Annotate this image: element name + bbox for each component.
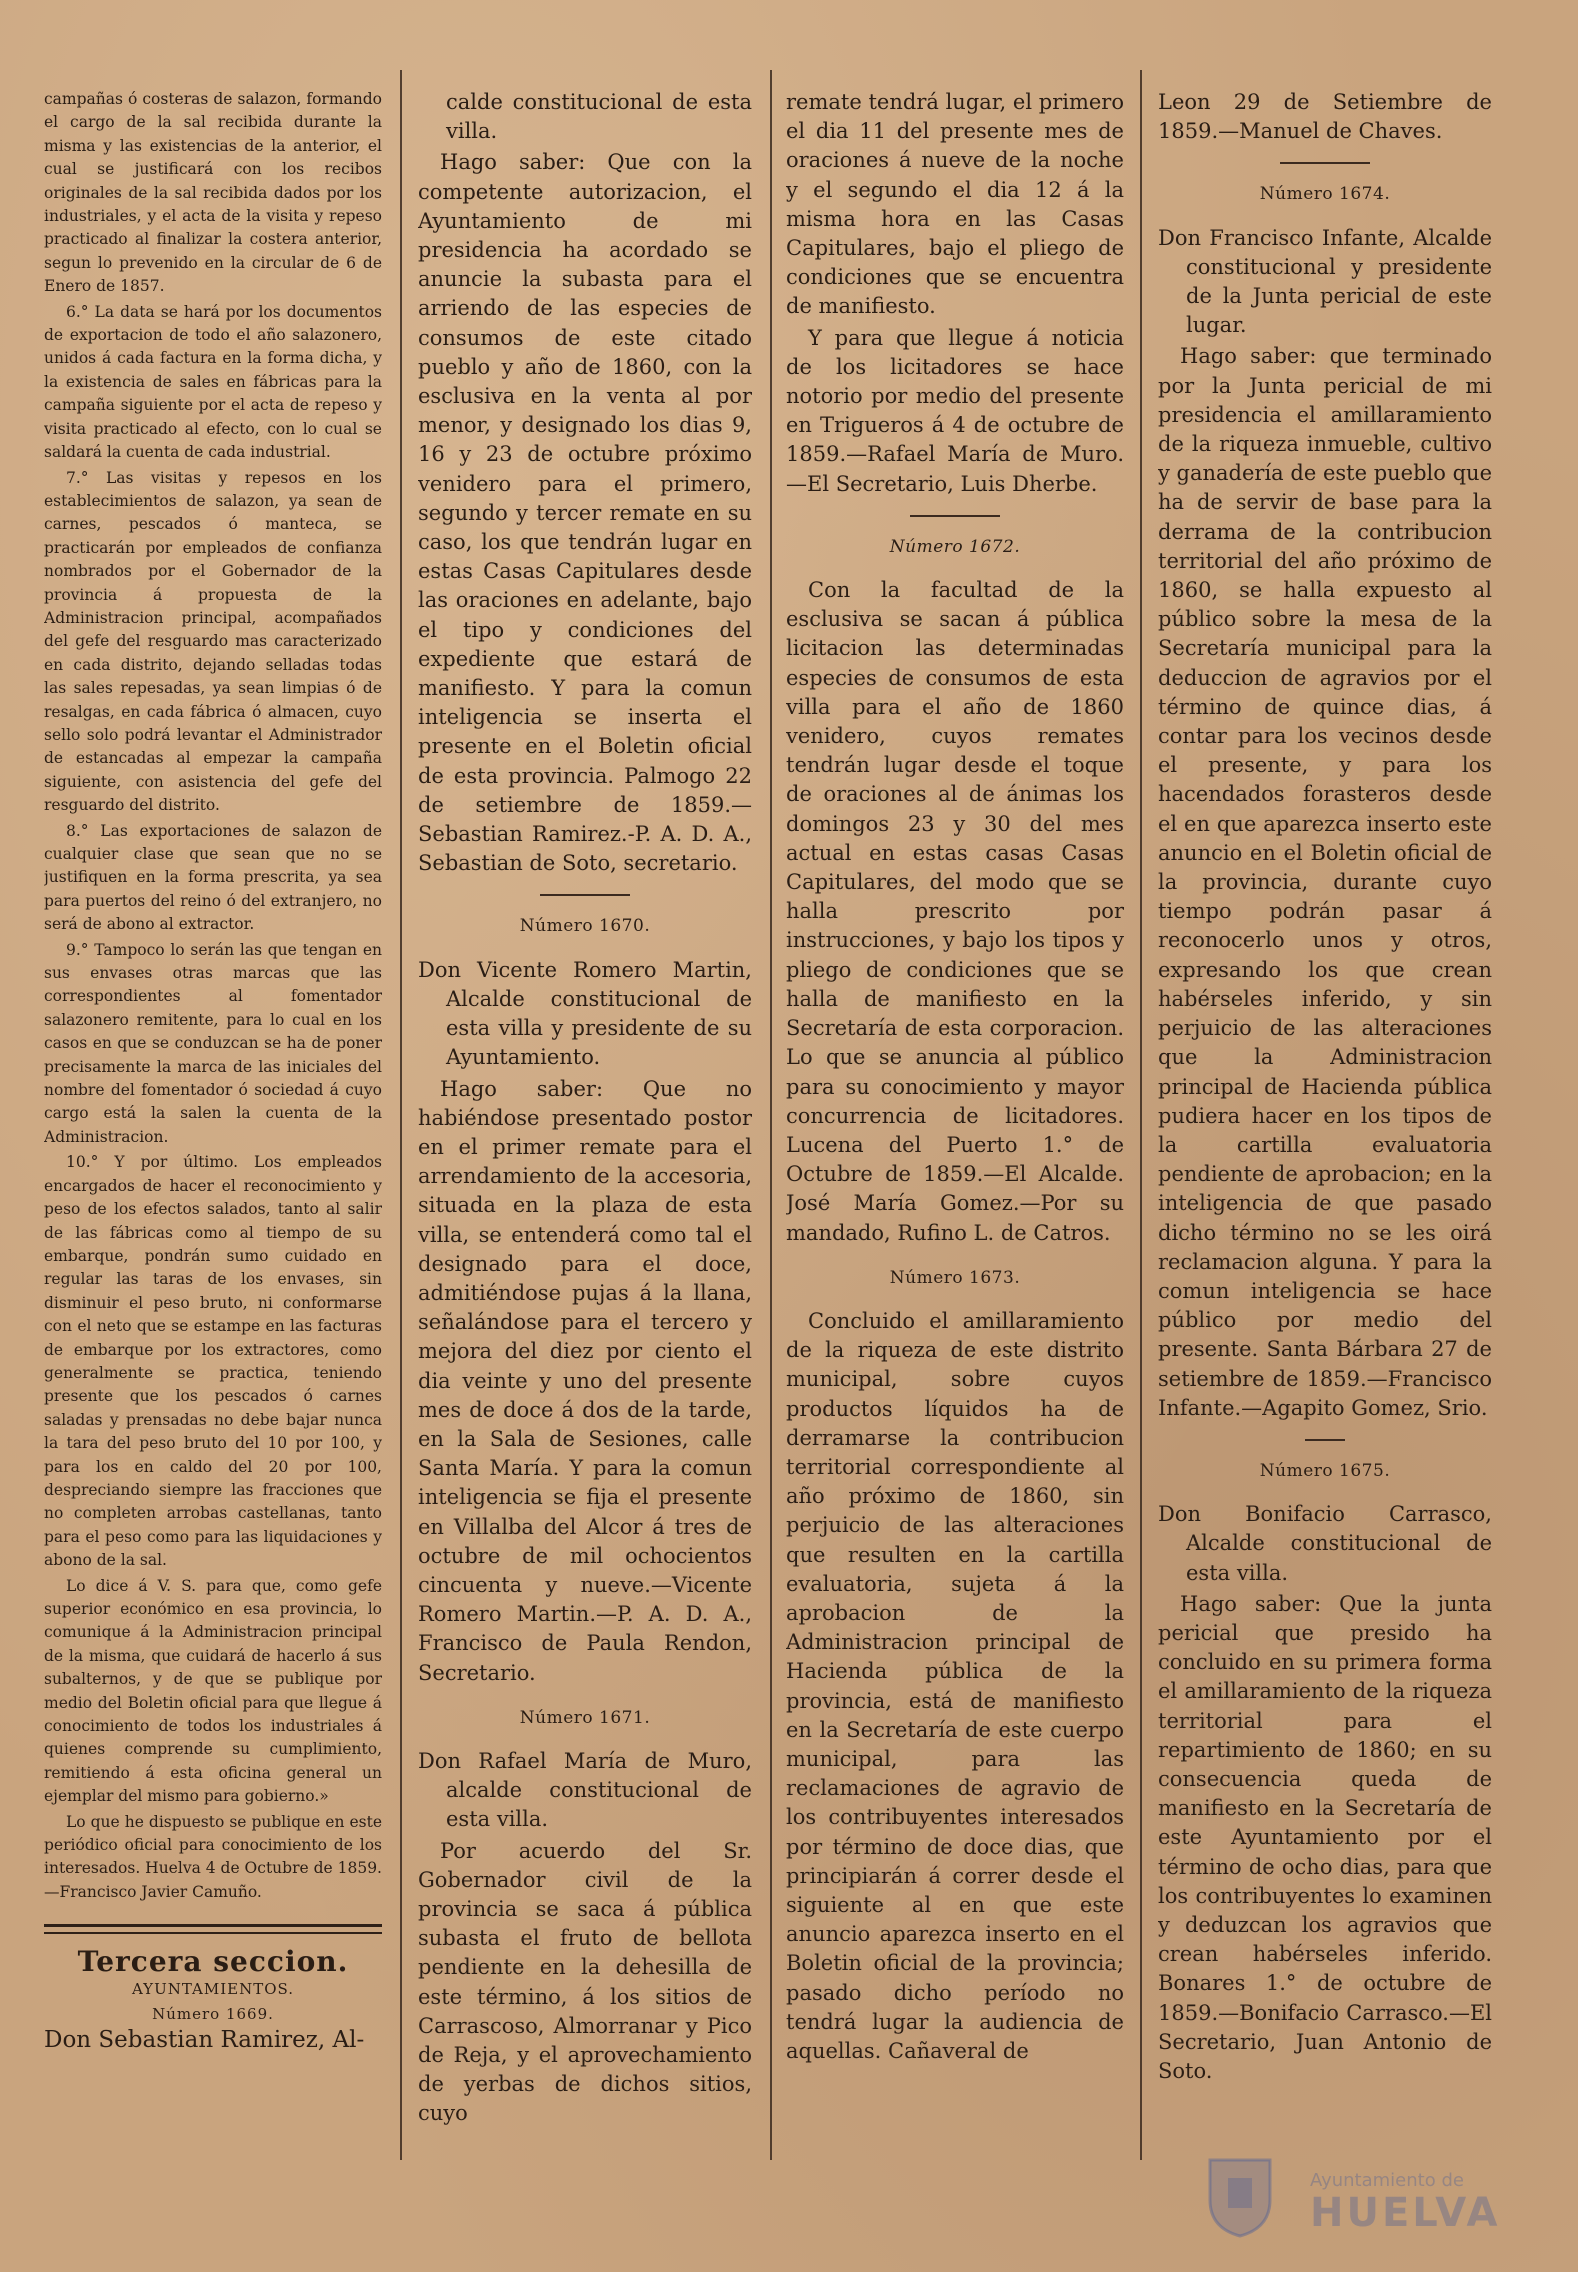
notice-number: Número 1669.	[152, 2005, 274, 2024]
notice-number: Número 1671.	[519, 1707, 651, 1728]
section-title: Tercera seccion.	[77, 1945, 349, 1979]
column-rule	[1140, 70, 1142, 2160]
notice-heading: Don Francisco Infante, Alcalde constitucional y presidente de la Junta pericial de este lugar.	[1158, 225, 1492, 338]
paragraph: Hago saber: Que no habiéndose presentado postor en el primer remate para el arrendamiento de la accesoria, situada en la plaza de esta villa, se entenderá como tal el designado para el doce, admitiéndose pujas á la llana, señalándose para el tercero y mejora del diez por ciento el dia veinte y uno del presente mes de doce á dos de la tarde, en la Sala de Sesiones, calle Santa María. Y para la comun inteligencia se fija el presente en Villalba del Alcor á tres de octubre de mil ochocientos cincuenta y nueve.—Vicente Romero Martin.—P. A. D. A., Francisco de Paula Rendon, Secretario.	[418, 1076, 752, 1685]
column-3	[786, 88, 1124, 2238]
paragraph: remate tendrá lugar, el primero el dia 11 del presente mes de oraciones á nueve de la noche y el segundo el dia 12 á la misma hora en las Casas Capitulares, bajo el pliego de condiciones que se encuentra de manifiesto.	[786, 90, 1124, 319]
notice-heading: Don Rafael María de Muro, alcalde constitucional de esta villa.	[418, 1748, 752, 1832]
paragraph: 7.° Las visitas y repesos en los establecimientos de salazon, ya sean de carnes, pescados ó manteca, se practicarán por empleados de confianza nombrados por el Gobernador de la provincia á propuesta de la Administracion principal, acompañados del gefe del resguardo mas caracterizado en cada distrito, dejando selladas todas las sales repesadas, ya sean limpias ó de resalgas, en cada fábrica ó almacen, cuyo sello solo podrá levantar el Administrador de estancadas al empezar la campaña siguiente, con asistencia del gefe del resguardo del distrito.	[44, 468, 382, 815]
watermark-title: HUELVA	[1310, 2190, 1501, 2236]
paragraph: Hago saber: Que la junta pericial que presido ha concluido en su primera forma el amillaramiento de la riqueza territorial para el repartimiento de 1860; en su consecuencia queda de manifiesto en la Secretaría de este Ayuntamiento por el término de ocho dias, para que los contribuyentes lo examinen y deduzcan los agravios que crean habérseles inferido. Bonares 1.° de octubre de 1859.—Bonifacio Carrasco.—El Secretario, Juan Antonio de Soto.	[1158, 1591, 1492, 2083]
watermark-subtitle: Ayuntamiento de	[1310, 2170, 1464, 2191]
archive-watermark	[1190, 2150, 1520, 2240]
paragraph: Concluido el amillaramiento de la riqueza de este distrito municipal, sobre cuyos productos líquidos ha de derramarse la contribucion territorial correspondiente al año próximo de 1860, sin perjuicio de las alteraciones que resulten en la cartilla evaluatoria, sujeta á la aprobacion de la Administracion principal de Hacienda pública de la provincia, está de manifiesto en la Secretaría de este cuerpo municipal, para las reclamaciones de agravio de los contribuyentes interesados por término de doce dias, que principiarán á correr desde el siguiente al en que este anuncio aparezca inserto en el Boletin oficial de la provincia; pasado dicho período no tendrá lugar la audiencia de aquellas. Cañaveral de	[786, 1308, 1124, 2063]
section-divider	[44, 1924, 382, 1934]
section-subtitle: AYUNTAMIENTOS.	[131, 1979, 295, 1998]
paragraph: 6.° La data se hará por los documentos de exportacion de todo el año salazonero, unidos á cada factura en la forma dicha, y la existencia de sales en fábricas para la campaña siguiente por el acta de repeso y visita practicado al efecto, con lo cual se saldará la cuenta de cada industrial.	[44, 302, 382, 462]
paragraph: Leon 29 de Setiembre de 1859.—Manuel de Chaves.	[1158, 90, 1492, 144]
separator	[1305, 1439, 1345, 1441]
paragraph: campañas ó costeras de salazon, formando el cargo de la sal recibida durante la misma y las existencias de la anterior, el cual se justificará con los recibos originales de la sal recibida dados por los industriales, y el acta de la visita y repeso practicado al finalizar la costera anterior, segun lo prevenido en la circular de 6 de Enero de 1857.	[44, 90, 382, 296]
paragraph: Hago saber: que terminado por la Junta pericial de mi presidencia el amillaramiento de la riqueza inmueble, cultivo y ganadería de este pueblo que ha de servir de base para la derrama de la contribucion territorial del año próximo de 1860, se halla expuesto al público sobre la mesa de la Secretaría municipal para la deduccion de agravios por el término de quince dias, á contar para los vecinos desde el presente, y para los hacendados forasteros desde el en que aparezca inserto este anuncio en el Boletin oficial de la provincia, durante cuyo tiempo podrán pasar á reconocerlo unos y otros, expresando los que crean habérseles inferido, y sin perjuicio de las alteraciones que la Administracion principal de Hacienda pública pudiera hacer en los tipos de la cartilla evaluatoria pendiente de aprobacion; en la inteligencia de que pasado dicho término no se les oirá reclamacion alguna. Y para la comun inteligencia se hace público por medio del presente. Santa Bárbara 27 de setiembre de 1859.—Francisco Infante.—Agapito Gomez, Srio.	[1158, 344, 1492, 1420]
city-shield-icon	[1190, 2150, 1290, 2240]
paragraph: Lo que he dispuesto se publique en este periódico oficial para conocimiento de los interesados. Huelva 4 de Octubre de 1859.—Francisco Javier Camuño.	[44, 1812, 382, 1901]
column-rule	[400, 70, 402, 2160]
paragraph: 9.° Tampoco lo serán las que tengan en sus envases otras marcas que las correspondientes al fomentador salazonero remitente, para lo cual en los casos en que se conduzcan se ha de poner precisamente la marca de las iniciales del nombre del fomentador ó sociedad á cuyo cargo está la salen la cuenta de la Administracion.	[44, 940, 382, 1146]
paragraph: Hago saber: Que con la competente autorizacion, el Ayuntamiento de mi presidencia ha acordado se anuncie la subasta para el arriendo de las especies de consumos de este citado pueblo y año de 1860, con la esclusiva en la venta al por menor, y designado los dias 9, 16 y 23 de octubre próximo venidero para el primero, segundo y tercer remate en su caso, los que tendrán lugar en estas Casas Capitulares desde las oraciones en adelante, bajo el tipo y condiciones del expediente que estará de manifiesto. Y para la comun inteligencia se inserta el presente en el Boletin oficial de esta provincia. Palmogo 22 de setiembre de 1859.—Sebastian Ramirez.-P. A. D. A., Sebastian de Soto, secretario.	[418, 150, 752, 876]
notice-number: Número 1675.	[1259, 1460, 1391, 1481]
notice-number: Número 1670.	[519, 916, 651, 937]
paragraph: calde constitucional de esta villa.	[446, 90, 752, 144]
paragraph: Don Sebastian Ramirez, Al-	[44, 2026, 365, 2053]
column-4	[1158, 88, 1492, 2238]
column-rule	[770, 70, 772, 2160]
notice-number: Número 1672.	[889, 536, 1021, 557]
notice-number: Número 1674.	[1259, 184, 1391, 205]
paragraph: Y para que llegue á noticia de los licitadores se hace notorio por medio del presente en Trigueros á 4 de octubre de 1859.—Rafael María de Muro.—El Secretario, Luis Dherbe.	[786, 325, 1124, 496]
notice-number: Número 1673.	[889, 1267, 1021, 1288]
notice-heading: Don Bonifacio Carrasco, Alcalde constitucional de esta villa.	[1158, 1502, 1492, 1585]
paragraph: Lo dice á V. S. para que, como gefe superior económico en esa provincia, lo comunique á la Administracion principal de la misma, que cuidará de hacerlo á sus subalternos, y de que se publique por medio del Boletin oficial para que llegue á conocimiento de todos los industriales á quienes comprende su cumplimiento, remitiendo á esta oficina general un ejemplar del mismo para gobierno.»	[44, 1576, 382, 1806]
column-1	[44, 88, 382, 2238]
paragraph: Por acuerdo del Sr. Gobernador civil de la provincia se saca á pública subasta el fruto de bellota pendiente en la dehesilla de este término, á los sitios de Carrascoso, Almorranar y Pico de Reja, y el aprovechamiento de yerbas de dichos sitios, cuyo	[418, 1838, 752, 2126]
paragraph: 10.° Y por último. Los empleados encargados de hacer el reconocimiento y peso de los efectos salados, tanto al salir de las fábricas como al tiempo de su embarque, pondrán sumo cuidado en regular las taras de los envases, sin disminuir el peso bruto, ni conformarse con el neto que se estampe en las facturas de embarque por los extractores, como generalmente se practica, teniendo presente que los pescados ó carnes saladas y prensadas no debe bajar nunca la tara del peso bruto del 10 por 100, y para los en caldo del 20 por 100, despreciando siempre las fracciones que no completen arrobas castellanas, tanto para el peso como para las liquidaciones y abono de la sal.	[44, 1153, 382, 1570]
paragraph: Con la facultad de la esclusiva se sacan á pública licitacion las determinadas especies de consumos de esta villa para el año de 1860 venidero, cuyos remates tendrán lugar desde el toque de oraciones al de ánimas los domingos 23 y 30 del mes actual en estas casas Casas Capitulares, del modo que se halla prescrito por instrucciones, y bajo los tipos y pliego de condiciones que se halla de manifiesto en la Secretaría de esta corporacion. Lo que se anuncia al público para su conocimiento y mayor concurrencia de licitadores. Lucena del Puerto 1.° de Octubre de 1859.—El Alcalde. José María Gomez.—Por su mandado, Rufino L. de Catros.	[786, 578, 1124, 1245]
separator	[1280, 162, 1370, 164]
paragraph: 8.° Las exportaciones de salazon de cualquier clase que sean que no se justifiquen en la forma prescrita, ya sea para puertos del reino ó del extranjero, no será de abono al extractor.	[44, 821, 382, 934]
separator	[540, 894, 630, 896]
separator	[910, 515, 1000, 517]
column-2	[418, 88, 752, 2238]
notice-heading: Don Vicente Romero Martin, Alcalde constitucional de esta villa y presidente de su Ayuntamiento.	[418, 957, 752, 1070]
